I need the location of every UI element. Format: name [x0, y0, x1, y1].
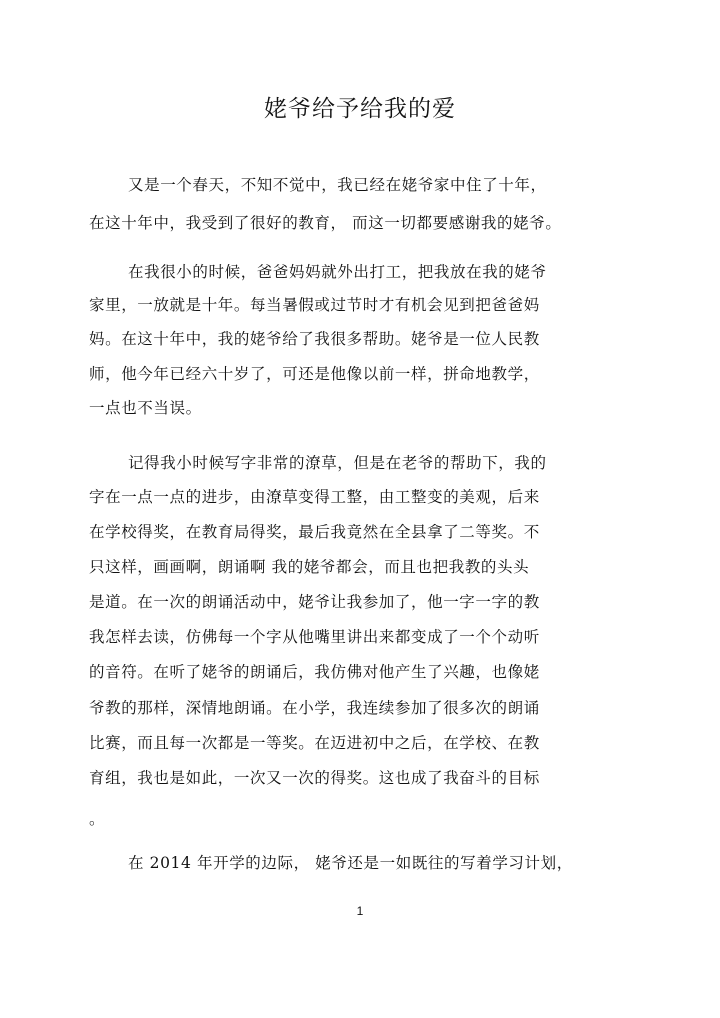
- paragraph-3-line-9: 比赛，而且每一次都是一等奖。在迈进初中之后，在学校、在教: [89, 734, 540, 752]
- paragraph-2-line-2: 家里，一放就是十年。每当暑假或过节时才有机会见到把爸爸妈: [89, 296, 540, 314]
- paragraph-3-line-7: 的音符。在听了姥爷的朗诵后，我仿佛对他产生了兴趣，也像姥: [89, 663, 540, 681]
- document-title: 姥爷给予给我的爱: [264, 96, 456, 122]
- paragraph-2-line-1: 在我很小的时候，爸爸妈妈就外出打工，把我放在我的姥爷: [128, 263, 547, 281]
- paragraph-3-line-11: 。: [89, 810, 106, 828]
- paragraph-2-line-4: 师，他今年已经六十岁了，可还是他像以前一样，拼命地教学，: [89, 365, 540, 383]
- paragraph-3-line-6: 我怎样去读，仿佛每一个字从他嘴里讲出来都变成了一个个动听: [89, 628, 540, 646]
- paragraph-1-line-1: 又是一个春天，不知不觉中，我已经在姥爷家中住了十年，: [128, 176, 547, 194]
- paragraph-1-line-2: 在这十年中，我受到了很好的教育， 而这一切都要感谢我的姥爷。: [89, 214, 562, 232]
- page-number: 1: [356, 904, 364, 918]
- paragraph-3-line-1: 记得我小时候写字非常的潦草，但是在老爷的帮助下，我的: [128, 454, 547, 472]
- paragraph-3-line-4: 只这样，画画啊，朗诵啊 我的姥爷都会，而且也把我教的头头: [89, 558, 530, 576]
- paragraph-3-line-3: 在学校得奖，在教育局得奖，最后我竟然在全县拿了二等奖。不: [89, 523, 540, 541]
- paragraph-4-line-1: 在 2014 年开学的边际， 姥爷还是一如既往的写着学习计划，: [128, 854, 573, 872]
- paragraph-3-line-10: 育组，我也是如此，一次又一次的得奖。这也成了我奋斗的目标: [89, 769, 540, 787]
- paragraph-3-line-2: 字在一点一点的进步，由潦草变得工整，由工整变的美观，后来: [89, 488, 540, 506]
- paragraph-2-line-3: 妈。在这十年中，我的姥爷给了我很多帮助。姥爷是一位人民教: [89, 330, 540, 348]
- paragraph-3-line-5: 是道。在一次的朗诵活动中，姥爷让我参加了，他一字一字的教: [89, 593, 540, 611]
- paragraph-2-line-5: 一点也不当误。: [89, 399, 202, 417]
- paragraph-3-line-8: 爷教的那样，深情地朗诵。在小学，我连续参加了很多次的朗诵: [89, 699, 540, 717]
